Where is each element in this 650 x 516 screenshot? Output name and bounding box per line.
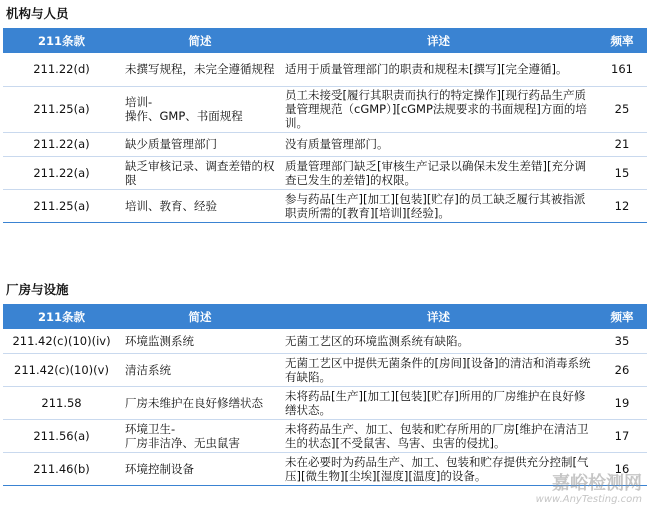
cell-frequency: 35 — [597, 329, 647, 353]
table-row — [3, 189, 647, 222]
cell-clause: 211.25(a) — [3, 86, 120, 132]
header-detail: 详述 — [280, 304, 597, 329]
cell-summary: 环境控制设备 — [120, 452, 280, 485]
table-row — [3, 419, 647, 452]
header-summary: 简述 — [120, 304, 280, 329]
cell-frequency: 161 — [597, 53, 647, 86]
cell-clause: 211.42(c)(10)(v) — [3, 353, 120, 386]
header-frequency: 频率 — [597, 28, 647, 53]
cell-summary: 清洁系统 — [120, 353, 280, 386]
header-summary: 简述 — [120, 28, 280, 53]
cell-clause: 211.22(a) — [3, 156, 120, 189]
table-row — [3, 132, 647, 156]
cell-frequency: 25 — [597, 86, 647, 132]
cell-frequency: 15 — [597, 156, 647, 189]
cell-detail: 无菌工艺区中提供无菌条件的[房间][设备]的清洁和消毒系统有缺陷。 — [280, 353, 597, 386]
cell-detail: 员工未接受[履行其职责而执行的特定操作][现行药品生产质量管理规范（cGMP）][cGMP法规要求的书面规程]方面的培训。 — [280, 86, 597, 132]
cell-detail: 没有质量管理部门。 — [280, 132, 597, 156]
cell-summary: 未撰写规程，未完全遵循规程 — [120, 53, 280, 86]
facilities-table — [3, 304, 647, 486]
personnel-table — [3, 28, 647, 223]
cell-frequency: 17 — [597, 419, 647, 452]
cell-summary: 环境监测系统 — [120, 329, 280, 353]
cell-detail: 适用于质量管理部门的职责和规程未[撰写][完全遵循]。 — [280, 53, 597, 86]
cell-clause: 211.42(c)(10)(iv) — [3, 329, 120, 353]
cell-clause: 211.25(a) — [3, 189, 120, 222]
cell-detail: 无菌工艺区的环境监测系统有缺陷。 — [280, 329, 597, 353]
cell-frequency: 12 — [597, 189, 647, 222]
cell-clause: 211.58 — [3, 386, 120, 419]
section-title-facilities: 厂房与设施 — [6, 282, 69, 297]
header-clause: 211条款 — [3, 304, 120, 329]
table-row — [3, 53, 647, 86]
cell-detail: 未在必要时为药品生产、加工、包装和贮存提供充分控制[气压][微生物][尘埃][湿度][温度]的设备。 — [280, 452, 597, 485]
table-row — [3, 156, 647, 189]
cell-detail: 质量管理部门缺乏[审核生产记录以确保未发生差错][充分调查已发生的差错]的权限。 — [280, 156, 597, 189]
watermark-main: 嘉峪检测网 — [552, 473, 642, 494]
header-detail: 详述 — [280, 28, 597, 53]
header-frequency: 频率 — [597, 304, 647, 329]
cell-clause: 211.22(d) — [3, 53, 120, 86]
cell-frequency: 19 — [597, 386, 647, 419]
cell-summary: 缺少质量管理部门 — [120, 132, 280, 156]
table-row — [3, 452, 647, 485]
table-row — [3, 329, 647, 353]
header-clause: 211条款 — [3, 28, 120, 53]
table-row — [3, 353, 647, 386]
table-row — [3, 86, 647, 132]
cell-clause: 211.22(a) — [3, 132, 120, 156]
table-row — [3, 386, 647, 419]
cell-clause: 211.46(b) — [3, 452, 120, 485]
table-header-row — [3, 28, 647, 53]
cell-summary: 培训- 操作、GMP、书面规程 — [120, 86, 280, 132]
cell-summary: 厂房未维护在良好修缮状态 — [120, 386, 280, 419]
cell-frequency: 21 — [597, 132, 647, 156]
cell-detail: 参与药品[生产][加工][包装][贮存]的员工缺乏履行其被指派职责所需的[教育][培训][经验]。 — [280, 189, 597, 222]
cell-summary: 环境卫生- 厂房非洁净、无虫鼠害 — [120, 419, 280, 452]
section-title-personnel: 机构与人员 — [6, 6, 69, 21]
cell-summary: 培训、教育、经验 — [120, 189, 280, 222]
watermark-sub: www.AnyTesting.com — [535, 494, 642, 505]
cell-frequency: 16 — [597, 452, 647, 485]
cell-detail: 未将药品生产、加工、包装和贮存所用的厂房[维护在清洁卫生的状态][不受鼠害、鸟害、虫害的侵扰]。 — [280, 419, 597, 452]
cell-summary: 缺乏审核记录、调查差错的权限 — [120, 156, 280, 189]
cell-clause: 211.56(a) — [3, 419, 120, 452]
table-header-row — [3, 304, 647, 329]
cell-detail: 未将药品[生产][加工][包装][贮存]所用的厂房维护在良好修缮状态。 — [280, 386, 597, 419]
cell-frequency: 26 — [597, 353, 647, 386]
